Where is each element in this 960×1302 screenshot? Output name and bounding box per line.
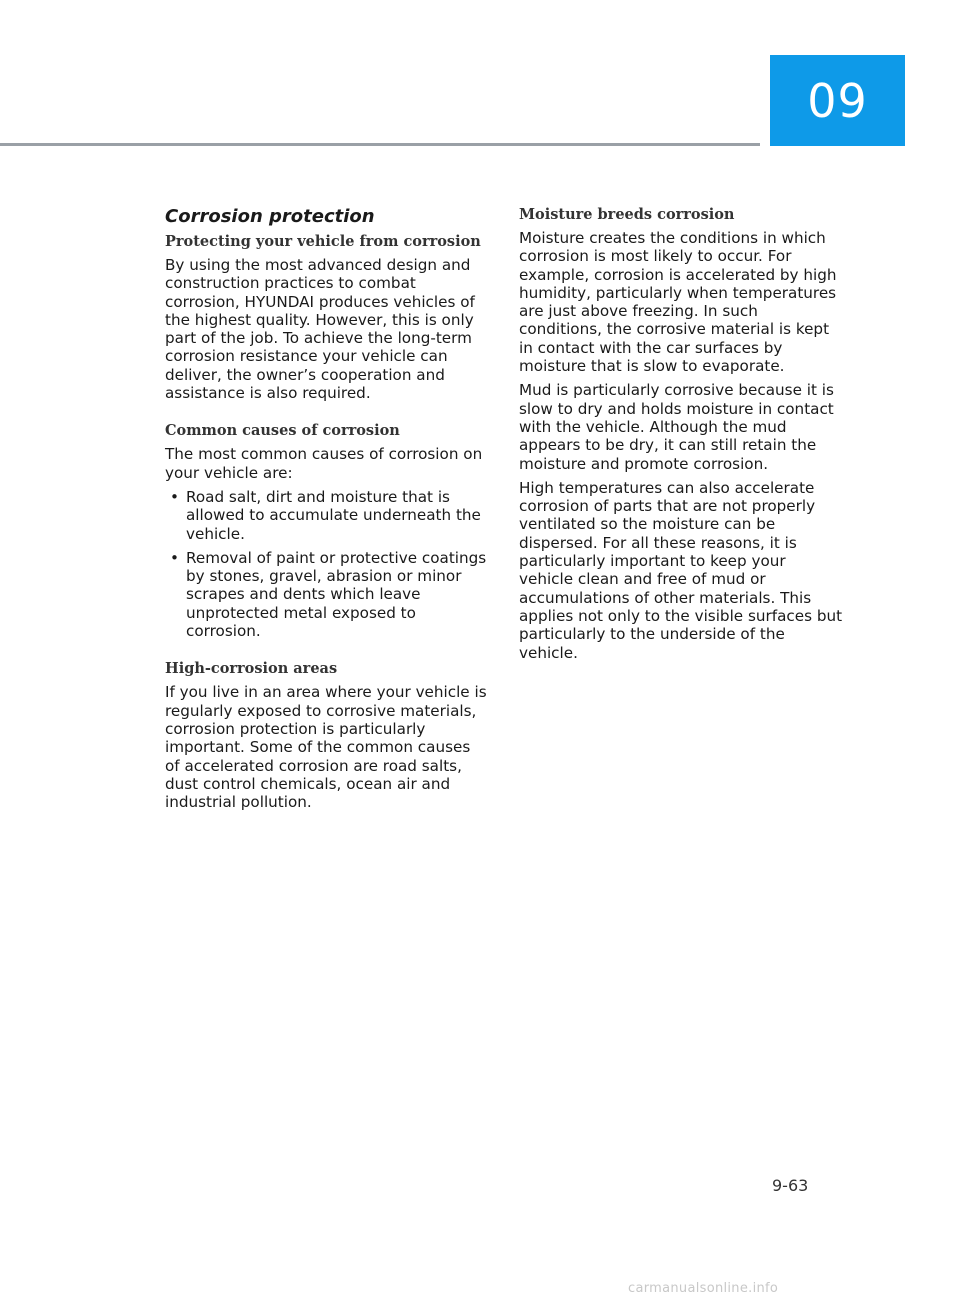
header-rule: [0, 143, 760, 146]
list-item-text: Removal of paint or protective coatings by stones, gravel, abrasion or minor scrapes and dents which leave unprotected metal exposed to corrosion.: [186, 548, 487, 641]
moisture-paragraph-3: High temperatures can also accelerate corrosion of parts that are not properly ventilated so the moisture can be dispersed. For all these reasons, it is particularly important to keep your vehicle clean and free of mud or accumulations of other materials. This applies not only to the visible surfaces but particularly to the underside of the vehicle.: [519, 478, 843, 662]
watermark: carmanualsonline.info: [628, 1281, 779, 1296]
list-item: [165, 549, 489, 640]
list-item-text: Road salt, dirt and moisture that is allowed to accumulate underneath the vehicle.: [186, 487, 481, 543]
high-corrosion-paragraph: If you live in an area where your vehicle is regularly exposed to corrosive materials, corrosion protection is particularly important. Some of the common causes of accelerated corrosion are road salts, dust control chemicals, ocean air and industrial pollution.: [165, 683, 487, 812]
high-corrosion-heading: High-corrosion areas: [165, 660, 338, 678]
bullet-icon: •: [170, 487, 179, 506]
common-causes-list: [165, 488, 489, 640]
common-causes-heading: Common causes of corrosion: [165, 422, 400, 440]
moisture-heading: Moisture breeds corrosion: [519, 206, 735, 223]
moisture-paragraph-2: Mud is particularly corrosive because it is slow to dry and holds moisture in contact with the vehicle. Although the mud appears to be dry, it can still retain the moisture and promote corrosion.: [519, 381, 834, 473]
page-number: 9-63: [772, 1176, 809, 1195]
left-column: [165, 206, 489, 817]
common-causes-intro: The most common causes of corrosion on your vehicle are:: [165, 445, 483, 482]
chapter-number: 09: [807, 73, 868, 128]
bullet-icon: •: [170, 548, 179, 567]
list-item: [165, 488, 489, 543]
moisture-paragraph-1: Moisture creates the conditions in which corrosion is most likely to occur. For example, corrosion is accelerated by high humidity, particularly when temperatures are just above freezing. In such conditions, the corrosive material is kept in contact with the car surfaces by moisture that is slow to evaporate.: [519, 229, 837, 376]
protecting-heading: Protecting your vehicle from corrosion: [165, 233, 481, 250]
chapter-tab: [770, 55, 905, 146]
section-title: Corrosion protection: [165, 206, 375, 227]
protecting-paragraph: By using the most advanced design and construction practices to combat corrosion, HYUNDAI produces vehicles of the highest quality. However, this is only part of the job. To achieve the long-term corrosion resistance your vehicle can deliver, the owner’s cooperation and assistance is also required.: [165, 256, 475, 403]
right-column: [519, 206, 843, 668]
